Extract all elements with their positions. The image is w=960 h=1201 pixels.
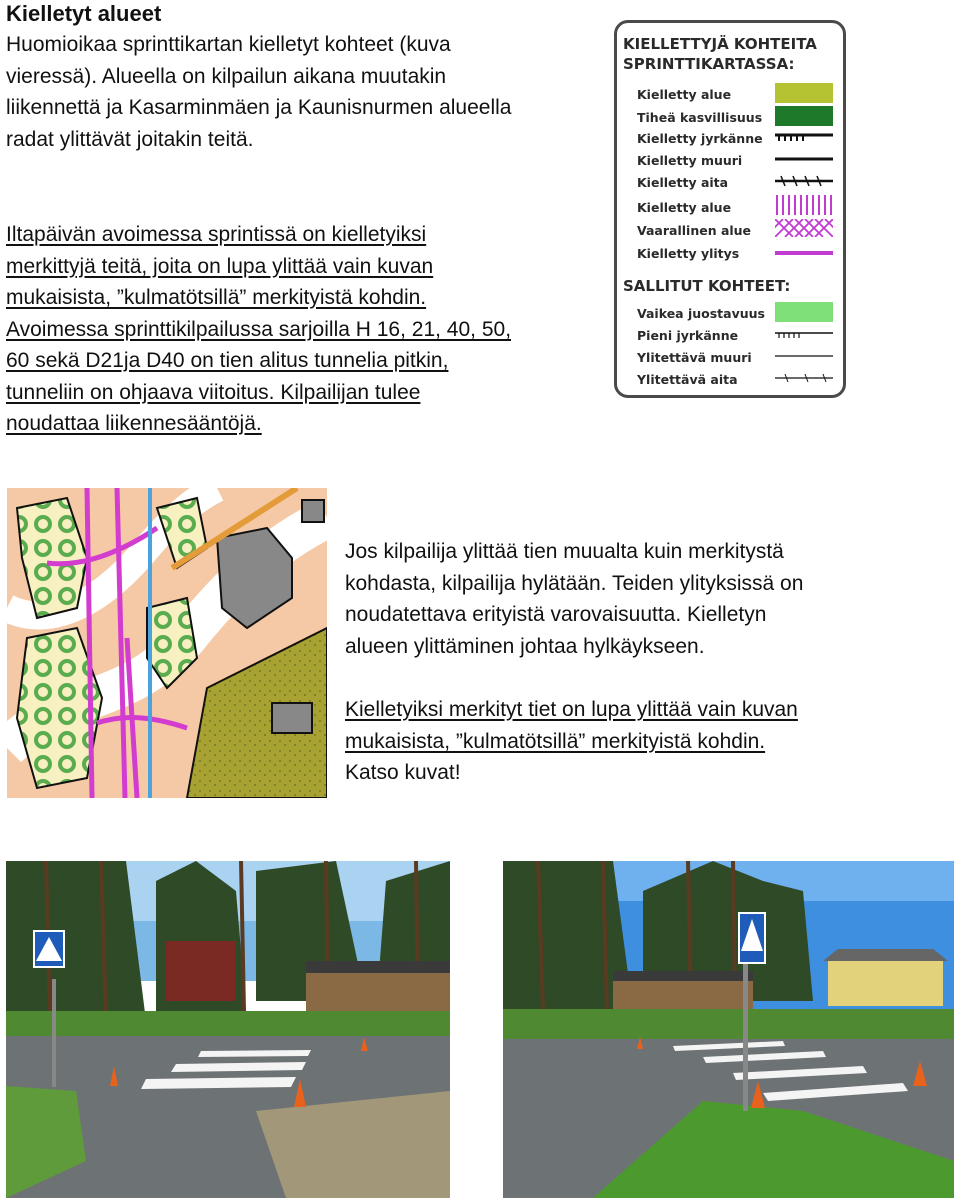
intro-line: liikennettä ja Kasarminmäen ja Kaunisnurmen alueella bbox=[6, 96, 512, 119]
legend-item-label: Kielletty ylitys bbox=[637, 246, 740, 261]
legend-item-label: Kielletty muuri bbox=[637, 153, 743, 168]
legend-item-label: Tiheä kasvillisuus bbox=[637, 110, 763, 125]
sprint-rules-paragraph bbox=[6, 219, 596, 440]
thick-line-icon bbox=[775, 155, 833, 163]
crossing-note-paragraph bbox=[345, 694, 945, 789]
intro-line: Huomioikaa sprinttikartan kielletyt kohteet (kuva bbox=[6, 33, 451, 56]
disqualification-line: noudatettava erityistä varovaisuutta. Kielletyn bbox=[345, 603, 767, 626]
crossing-note-line: mukaisista, ”kulmatötsillä” merkityistä kohdin. bbox=[345, 729, 766, 753]
intro-paragraph bbox=[6, 29, 596, 155]
disqualification-paragraph bbox=[345, 536, 945, 662]
crossing-photo-right-image bbox=[503, 861, 954, 1198]
legend-item-label: Vaarallinen alue bbox=[637, 223, 752, 238]
thin-cliff-line-icon bbox=[775, 330, 833, 340]
sprint-rules-line: merkittyjä teitä, joita on lupa ylittää vain kuvan bbox=[6, 254, 434, 278]
legend-allowed-heading: SALLITUT KOHTEET: bbox=[623, 277, 791, 295]
sprint-rules-line: Iltapäivän avoimessa sprintissä on kielletyiksi bbox=[6, 223, 427, 246]
sprint-rules-line: tunneliin on ohjaava viitoitus. Kilpailijan tulee bbox=[6, 380, 421, 404]
thick-cliff-line-icon bbox=[775, 131, 833, 143]
legend-item-label: Vaikea juostavuus bbox=[637, 306, 765, 321]
light-green-fill-icon bbox=[775, 302, 833, 322]
legend-item-label: Ylitettävä muuri bbox=[637, 350, 752, 365]
disqualification-line: kohdasta, kilpailija hylätään. Teiden ylityksissä on bbox=[345, 571, 804, 595]
legend-item-label: Kielletty alue bbox=[637, 87, 732, 102]
legend-item-label: Kielletty aita bbox=[637, 175, 729, 190]
crossing-note-line: Kielletyiksi merkityt tiet on lupa ylittää vain kuvan bbox=[345, 698, 798, 721]
magenta-line-icon bbox=[775, 249, 833, 257]
map-legend bbox=[614, 20, 846, 398]
legend-heading: SPRINTTIKARTASSA: bbox=[623, 55, 795, 73]
thin-line-icon bbox=[775, 353, 833, 359]
legend-item-label: Kielletty alue bbox=[637, 200, 732, 215]
intro-line: vieressä). Alueella on kilpailun aikana muutakin bbox=[6, 64, 447, 88]
olive-fill-icon bbox=[775, 83, 833, 103]
legend-item-label: Ylitettävä aita bbox=[637, 372, 738, 387]
thick-fence-line-icon bbox=[775, 175, 833, 187]
disqualification-line: alueen ylittäminen johtaa hylkäykseen. bbox=[345, 634, 705, 658]
sprint-map-excerpt bbox=[7, 488, 327, 798]
magenta-crosshatch-icon bbox=[775, 219, 833, 237]
magenta-stripes-icon bbox=[775, 195, 833, 215]
legend-item-label: Pieni jyrkänne bbox=[637, 328, 739, 343]
sprint-rules-line: Avoimessa sprinttikilpailussa sarjoilla H 16, 21, 40, 50, bbox=[6, 317, 512, 341]
dark-green-fill-icon bbox=[775, 106, 833, 126]
intro-line: radat ylittävät joitakin teitä. bbox=[6, 127, 254, 151]
crossing-photo-left-image bbox=[6, 861, 450, 1198]
see-photos-line: Katso kuvat! bbox=[345, 761, 461, 784]
sprint-rules-line: noudattaa liikennesääntöjä. bbox=[6, 412, 262, 435]
map-illustration bbox=[7, 488, 327, 798]
crossing-photo-right bbox=[503, 861, 954, 1198]
legend-heading: KIELLETTYJÄ KOHTEITA bbox=[623, 35, 817, 53]
thin-fence-line-icon bbox=[775, 373, 833, 383]
sprint-rules-line: 60 sekä D21ja D40 on tien alitus tunnelia pitkin, bbox=[6, 349, 449, 372]
sprint-rules-line: mukaisista, ”kulmatötsillä” merkityistä kohdin. bbox=[6, 286, 427, 309]
crossing-photo-left bbox=[6, 861, 450, 1198]
page-title: Kielletyt alueet bbox=[6, 1, 162, 26]
disqualification-line: Jos kilpailija ylittää tien muualta kuin merkitystä bbox=[345, 540, 784, 563]
legend-item-label: Kielletty jyrkänne bbox=[637, 131, 763, 146]
